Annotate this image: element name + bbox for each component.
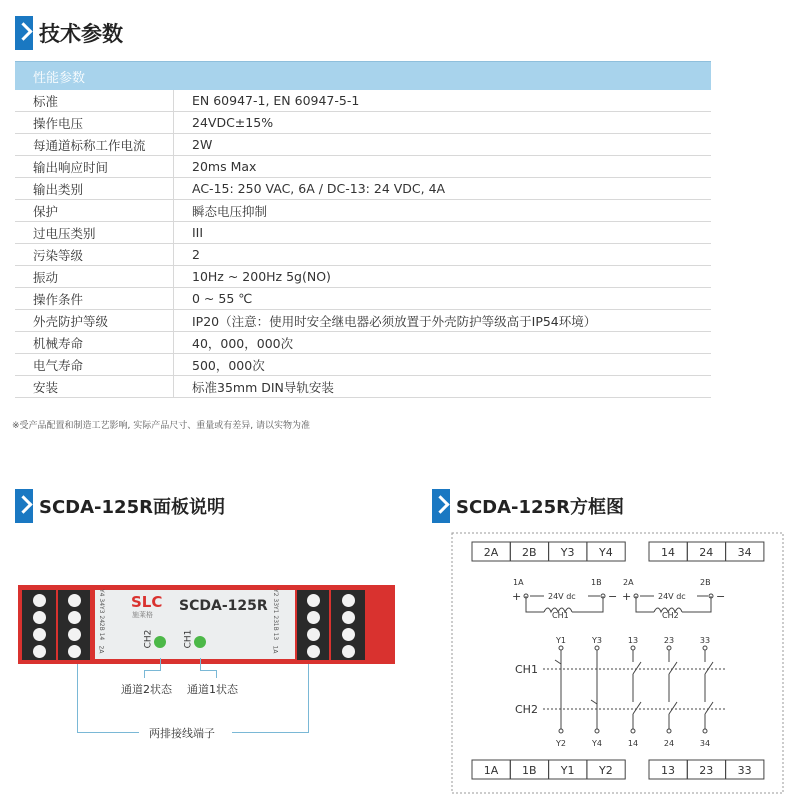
c1a: 1A	[513, 578, 524, 587]
ch1-mark: CH1	[183, 629, 194, 649]
ch1-status-label: 通道1状态	[187, 683, 238, 696]
param-value: 20ms Max	[174, 156, 712, 178]
param-name: 保护	[15, 200, 174, 222]
minus: −	[608, 590, 618, 603]
c2a: 2A	[623, 578, 634, 587]
param-name: 标准	[15, 90, 174, 112]
terminal-label: Y4	[599, 546, 613, 559]
terminal-label: Y1	[560, 764, 575, 777]
param-name: 每通道标称工作电流	[15, 134, 174, 156]
param-name: 输出响应时间	[15, 156, 174, 178]
contact	[591, 650, 597, 729]
plus: +	[512, 590, 522, 603]
terminal-label: 2A	[483, 546, 499, 559]
contact	[705, 650, 713, 729]
param-value: 10Hz ~ 200Hz 5g(NO)	[174, 266, 712, 288]
terminal-label: Y3	[560, 546, 575, 559]
terminal-label: 14	[661, 546, 675, 559]
contact-label: 23	[663, 636, 675, 645]
terminal-mark: Y4 34	[98, 588, 106, 607]
coil1-label: CH1	[552, 611, 569, 620]
param-value: EN 60947-1, EN 60947-5-1	[174, 90, 712, 112]
param-name: 过电压类别	[15, 222, 174, 244]
param-value: 2W	[174, 134, 712, 156]
table-header: 性能参数	[15, 62, 711, 91]
terminal-mark: 1B 13	[272, 622, 280, 641]
param-value: 40，000，000次	[174, 332, 712, 354]
terminal-label: 24	[699, 546, 714, 559]
ch2-mark: CH2	[143, 629, 154, 649]
c1b: 1B	[591, 578, 602, 587]
param-value: 瞬态电压抑制	[174, 200, 712, 222]
terminals-label: 两排接线端子	[149, 727, 215, 740]
ch2-status-label: 通道2状态	[121, 683, 172, 696]
c2b: 2B	[700, 578, 711, 587]
terminal-label: 23	[699, 764, 714, 777]
param-value: III	[174, 222, 712, 244]
contact-label: 14	[627, 739, 639, 748]
terminal-mark: 2A	[97, 645, 105, 654]
logo-cn: 施莱格	[132, 611, 153, 619]
param-value: 2	[174, 244, 712, 266]
terminal-label: 13	[661, 764, 675, 777]
contact-label: 33	[699, 636, 711, 645]
param-name: 电气寿命	[15, 354, 174, 376]
terminal-label: 34	[737, 546, 752, 559]
terminal-mark: Y2 33	[272, 588, 280, 607]
terminal-mark: Y1 23	[272, 605, 280, 624]
contact-label: Y1	[556, 636, 566, 645]
param-value: 24VDC±15%	[174, 112, 712, 134]
contact	[669, 650, 677, 729]
param-name: 机械寿命	[15, 332, 174, 354]
contact-label: 24	[663, 739, 675, 748]
contact	[633, 650, 641, 729]
terminal-mark: 2B 14	[98, 622, 106, 641]
param-name: 输出类别	[15, 178, 174, 200]
terminal-mark: Y3 24	[98, 605, 106, 624]
row-ch1: CH1	[515, 663, 538, 676]
param-value: 标准35mm DIN导轨安装	[174, 376, 712, 398]
terminal-label: 33	[737, 764, 752, 777]
param-value: AC-15: 250 VAC, 6A / DC-13: 24 VDC, 4A	[174, 178, 712, 200]
diagram-title: SCDA-125R方框图	[456, 497, 624, 518]
contact-label: Y3	[592, 636, 602, 645]
contact-label: 13	[627, 636, 639, 645]
panel-title: SCDA-125R面板说明	[39, 497, 225, 518]
param-name: 污染等级	[15, 244, 174, 266]
param-name: 操作条件	[15, 288, 174, 310]
param-value: 500，000次	[174, 354, 712, 376]
contact-label: Y4	[592, 739, 602, 748]
param-value: IP20（注意：使用时安全继电器必须放置于外壳防护等级高于IP54环境）	[174, 310, 712, 332]
param-name: 安装	[15, 376, 174, 398]
terminal-label: 2B	[522, 546, 537, 559]
title-text: 技术参数	[39, 22, 123, 46]
model-label: SCDA-125R	[179, 598, 268, 614]
terminal-label: Y2	[599, 764, 613, 777]
coil2-label: CH2	[662, 611, 679, 620]
contact-label: 34	[699, 739, 711, 748]
param-name: 振动	[15, 266, 174, 288]
terminal-label: 1A	[483, 764, 499, 777]
plus: +	[622, 590, 632, 603]
row-ch2: CH2	[515, 703, 538, 716]
contact	[555, 650, 561, 729]
contact-label: Y2	[556, 739, 566, 748]
param-value: 0 ~ 55 ℃	[174, 288, 712, 310]
param-name: 操作电压	[15, 112, 174, 134]
terminal-mark: 1A	[271, 645, 279, 654]
voltage: 24V dc	[548, 592, 576, 601]
param-name: 外壳防护等级	[15, 310, 174, 332]
voltage: 24V dc	[658, 592, 686, 601]
footnote: ※受产品配置和制造工艺影响, 实际产品尺寸、重量或有差异, 请以实物为准	[12, 421, 310, 431]
logo: SLC	[131, 593, 163, 611]
terminal-label: 1B	[522, 764, 537, 777]
minus: −	[716, 590, 726, 603]
